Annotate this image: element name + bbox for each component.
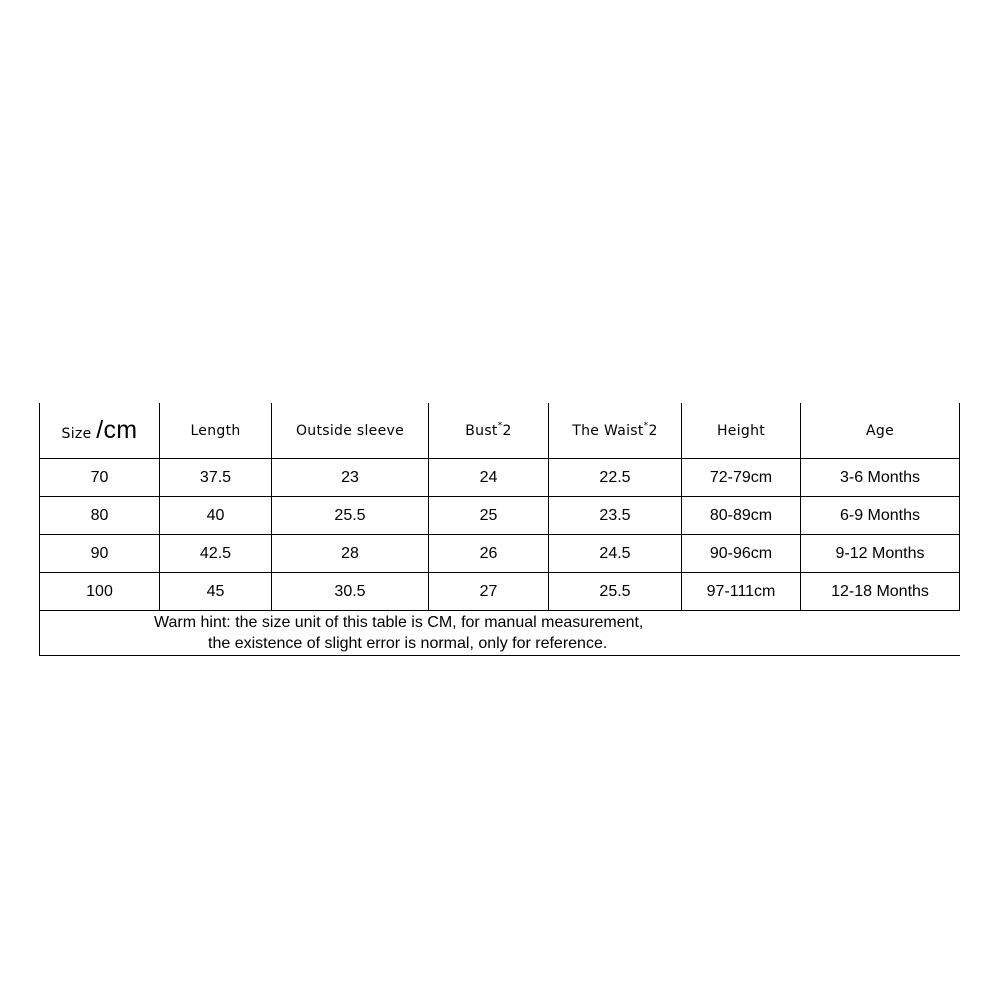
cell-height: 97-111cm bbox=[682, 573, 801, 611]
header-height: Height bbox=[682, 403, 801, 459]
cell-waist: 24.5 bbox=[549, 535, 682, 573]
cell-height: 72-79cm bbox=[682, 459, 801, 497]
cell-waist: 25.5 bbox=[549, 573, 682, 611]
header-bust bbox=[429, 403, 549, 459]
cell-age: 9-12 Months bbox=[801, 535, 960, 573]
cell-size: 90 bbox=[40, 535, 160, 573]
cell-size: 100 bbox=[40, 573, 160, 611]
cell-bust: 27 bbox=[429, 573, 549, 611]
header-bust-label: Bust bbox=[465, 422, 498, 439]
cell-age: 12-18 Months bbox=[801, 573, 960, 611]
warm-hint-line-1: Warm hint: the size unit of this table is CM, for manual measurement, bbox=[154, 614, 644, 631]
cell-length: 40 bbox=[160, 497, 272, 535]
warm-hint-line-2: the existence of slight error is normal, only for reference. bbox=[208, 635, 608, 652]
cell-sleeve: 23 bbox=[272, 459, 429, 497]
cell-waist: 22.5 bbox=[549, 459, 682, 497]
cell-height: 90-96cm bbox=[682, 535, 801, 573]
size-chart-table bbox=[39, 403, 960, 656]
cell-length: 45 bbox=[160, 573, 272, 611]
table-row bbox=[40, 573, 960, 611]
table-row bbox=[40, 497, 960, 535]
header-bust-star: * bbox=[497, 420, 503, 431]
header-age: Age bbox=[801, 403, 960, 459]
header-size-unit: /cm bbox=[96, 416, 138, 444]
header-bust-suffix: 2 bbox=[502, 422, 512, 439]
cell-size: 80 bbox=[40, 497, 160, 535]
header-outside-sleeve: Outside sleeve bbox=[272, 403, 429, 459]
header-waist-suffix: 2 bbox=[648, 422, 658, 439]
table-note-row bbox=[40, 611, 960, 656]
cell-size: 70 bbox=[40, 459, 160, 497]
header-size-label: Size bbox=[61, 426, 92, 442]
cell-sleeve: 25.5 bbox=[272, 497, 429, 535]
cell-length: 37.5 bbox=[160, 459, 272, 497]
table-row bbox=[40, 535, 960, 573]
cell-bust: 24 bbox=[429, 459, 549, 497]
warm-hint-note bbox=[40, 611, 960, 656]
cell-bust: 25 bbox=[429, 497, 549, 535]
table-row bbox=[40, 459, 960, 497]
header-waist bbox=[549, 403, 682, 459]
cell-sleeve: 30.5 bbox=[272, 573, 429, 611]
cell-height: 80-89cm bbox=[682, 497, 801, 535]
header-size bbox=[40, 403, 160, 459]
cell-waist: 23.5 bbox=[549, 497, 682, 535]
cell-length: 42.5 bbox=[160, 535, 272, 573]
header-length: Length bbox=[160, 403, 272, 459]
header-waist-label: The Waist bbox=[572, 422, 644, 439]
header-waist-star: * bbox=[643, 420, 649, 431]
table-header-row bbox=[40, 403, 960, 459]
cell-age: 3-6 Months bbox=[801, 459, 960, 497]
cell-sleeve: 28 bbox=[272, 535, 429, 573]
cell-bust: 26 bbox=[429, 535, 549, 573]
cell-age: 6-9 Months bbox=[801, 497, 960, 535]
